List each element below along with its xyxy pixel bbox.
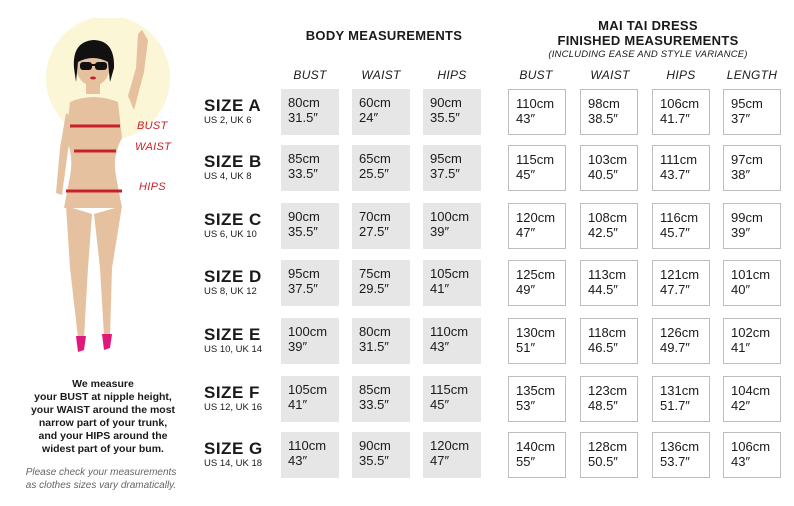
body-waist-cell [352, 89, 410, 135]
size-name: SIZE C [204, 210, 262, 229]
cell-cm: 95cm [430, 151, 462, 166]
cell-cm: 108cm [588, 210, 628, 225]
cell-inch: 44.5″ [588, 282, 618, 297]
finished-length-cell [723, 89, 781, 135]
size-label [204, 326, 262, 355]
finished-waist-cell [580, 260, 638, 306]
cell-inch: 49″ [516, 282, 536, 297]
cell-cm: 95cm [731, 96, 763, 111]
size-label [204, 153, 262, 182]
size-us-uk: US 8, UK 12 [204, 286, 257, 297]
cell-cm: 135cm [516, 383, 556, 398]
cell-inch: 35.5″ [288, 224, 318, 239]
cell-cm: 120cm [516, 210, 556, 225]
cell-inch: 25.5″ [359, 166, 389, 181]
body-waist-cell [352, 432, 410, 478]
body-waist-cell [352, 145, 410, 191]
cell-inch: 37.5″ [430, 166, 460, 181]
cell-cm: 105cm [288, 382, 328, 397]
cell-cm: 75cm [359, 266, 391, 281]
cell-cm: 126cm [660, 325, 700, 340]
body-bust-cell [281, 260, 339, 306]
cell-cm: 110cm [288, 438, 327, 453]
cell-inch: 27.5″ [359, 224, 389, 239]
cell-cm: 110cm [430, 324, 469, 339]
cell-cm: 118cm [588, 325, 627, 340]
body-bust-cell [281, 145, 339, 191]
cell-inch: 41.7″ [660, 111, 690, 126]
cell-inch: 39″ [731, 225, 751, 240]
cell-cm: 90cm [430, 95, 462, 110]
col-header-body-hips: HIPS [437, 68, 467, 82]
size-us-uk: US 10, UK 14 [204, 344, 263, 355]
finished-bust-cell [508, 203, 566, 249]
finished-waist-cell [580, 432, 638, 478]
cell-cm: 85cm [288, 151, 320, 166]
finished-bust-cell [508, 260, 566, 306]
finished-length-cell [723, 145, 781, 191]
cell-inch: 41″ [430, 281, 450, 296]
cell-inch: 40″ [731, 282, 751, 297]
finished-hips-cell [652, 89, 710, 135]
note2-line: Please check your measurements [25, 467, 177, 478]
cell-inch: 40.5″ [588, 167, 618, 182]
cell-cm: 106cm [731, 439, 771, 454]
finished-waist-cell [580, 89, 638, 135]
body-hips-cell [423, 260, 481, 306]
cell-inch: 39″ [430, 224, 450, 239]
note2-line: as clothes sizes vary dramatically. [25, 480, 177, 491]
cell-inch: 47″ [430, 453, 450, 468]
size-us-uk: US 14, UK 18 [204, 458, 263, 469]
finished-hips-cell [652, 318, 710, 364]
cell-inch: 29.5″ [359, 281, 389, 296]
cell-cm: 97cm [731, 152, 763, 167]
cell-cm: 102cm [731, 325, 771, 340]
measurement-note [8, 378, 198, 456]
cell-cm: 95cm [288, 266, 320, 281]
body-bust-cell [281, 318, 339, 364]
cell-inch: 33.5″ [359, 397, 389, 412]
cell-cm: 105cm [430, 266, 470, 281]
cell-inch: 53″ [516, 398, 536, 413]
cell-inch: 43.7″ [660, 167, 690, 182]
note-line: your WAIST around the most [30, 404, 176, 416]
finished-length-cell [723, 376, 781, 422]
finished-length-cell [723, 203, 781, 249]
cell-inch: 43″ [516, 111, 536, 126]
cell-cm: 116cm [660, 210, 699, 225]
finished-hips-cell [652, 203, 710, 249]
note-line: narrow part of your trunk, [38, 417, 168, 429]
size-name: SIZE G [204, 439, 263, 458]
finished-bust-cell [508, 145, 566, 191]
col-header-body-bust: BUST [293, 68, 327, 82]
cell-cm: 70cm [359, 209, 391, 224]
cell-cm: 113cm [588, 267, 627, 282]
finished-bust-cell [508, 318, 566, 364]
cell-inch: 46.5″ [588, 340, 618, 355]
cell-inch: 51.7″ [660, 398, 690, 413]
cell-inch: 38″ [731, 167, 751, 182]
body-waist-cell [352, 376, 410, 422]
finished-waist-cell [580, 318, 638, 364]
finished-hips-cell [652, 145, 710, 191]
finished-hips-cell [652, 376, 710, 422]
cell-cm: 65cm [359, 151, 391, 166]
size-label [204, 97, 261, 126]
cell-cm: 115cm [516, 152, 555, 167]
body-waist-cell [352, 203, 410, 249]
finished-waist-cell [580, 376, 638, 422]
waist-label: WAIST [135, 141, 172, 153]
body-waist-cell [352, 318, 410, 364]
cell-cm: 136cm [660, 439, 700, 454]
body-hips-cell [423, 89, 481, 135]
bust-label: BUST [137, 120, 168, 132]
body-hips-cell [423, 432, 481, 478]
finished-length-cell [723, 260, 781, 306]
cell-cm: 90cm [288, 209, 320, 224]
cell-cm: 125cm [516, 267, 556, 282]
cell-inch: 43″ [430, 339, 450, 354]
body-hips-cell [423, 145, 481, 191]
body-hips-cell [423, 203, 481, 249]
note-line: and your HIPS around the [38, 430, 168, 442]
cell-inch: 45.7″ [660, 225, 690, 240]
note-line: widest part of your bum. [42, 443, 164, 455]
finished-subheader: (INCLUDING EASE AND STYLE VARIANCE) [548, 49, 748, 60]
cell-inch: 39″ [288, 339, 308, 354]
body-bust-cell [281, 432, 339, 478]
cell-inch: 55″ [516, 454, 536, 469]
size-name: SIZE D [204, 267, 262, 286]
cell-inch: 37″ [731, 111, 751, 126]
cell-inch: 51″ [516, 340, 536, 355]
cell-cm: 120cm [430, 438, 470, 453]
cell-inch: 45″ [430, 397, 450, 412]
cell-inch: 24″ [359, 110, 379, 125]
cell-inch: 33.5″ [288, 166, 318, 181]
cell-cm: 115cm [430, 382, 469, 397]
size-name: SIZE F [204, 383, 260, 402]
cell-cm: 121cm [660, 267, 700, 282]
cell-inch: 35.5″ [359, 453, 389, 468]
finished-header-line2: FINISHED MEASUREMENTS [557, 33, 739, 48]
col-header-finished-hips: HIPS [666, 68, 696, 82]
cell-cm: 60cm [359, 95, 391, 110]
finished-waist-cell [580, 203, 638, 249]
cell-inch: 43″ [288, 453, 308, 468]
col-header-finished-length: LENGTH [726, 68, 778, 82]
cell-inch: 37.5″ [288, 281, 318, 296]
cell-cm: 131cm [660, 383, 700, 398]
cell-inch: 31.5″ [288, 110, 318, 125]
size-label [204, 268, 262, 297]
size-name: SIZE A [204, 96, 262, 115]
cell-cm: 110cm [516, 96, 555, 111]
finished-length-cell [723, 318, 781, 364]
cell-inch: 42″ [731, 398, 751, 413]
body-measurements-header: BODY MEASUREMENTS [305, 28, 463, 43]
note-line: We measure [72, 378, 134, 390]
cell-cm: 106cm [660, 96, 700, 111]
cell-inch: 42.5″ [588, 225, 618, 240]
size-warning-note [6, 466, 196, 492]
body-bust-cell [281, 376, 339, 422]
body-bust-cell [281, 89, 339, 135]
finished-bust-cell [508, 89, 566, 135]
cell-inch: 49.7″ [660, 340, 690, 355]
cell-cm: 80cm [288, 95, 320, 110]
size-us-uk: US 4, UK 8 [204, 171, 252, 182]
cell-inch: 41″ [731, 340, 751, 355]
cell-inch: 47.7″ [660, 282, 690, 297]
woman-figure-illustration [20, 18, 170, 368]
size-us-uk: US 12, UK 16 [204, 402, 263, 413]
cell-inch: 31.5″ [359, 339, 389, 354]
col-header-finished-waist: WAIST [590, 68, 630, 82]
cell-cm: 98cm [588, 96, 620, 111]
cell-cm: 99cm [731, 210, 763, 225]
body-waist-cell [352, 260, 410, 306]
size-us-uk: US 6, UK 10 [204, 229, 257, 240]
size-name: SIZE E [204, 325, 261, 344]
cell-cm: 128cm [588, 439, 628, 454]
finished-bust-cell [508, 432, 566, 478]
cell-cm: 100cm [288, 324, 328, 339]
size-label [204, 211, 262, 240]
cell-cm: 123cm [588, 383, 628, 398]
cell-inch: 53.7″ [660, 454, 690, 469]
cell-cm: 80cm [359, 324, 391, 339]
cell-inch: 50.5″ [588, 454, 618, 469]
finished-bust-cell [508, 376, 566, 422]
cell-inch: 48.5″ [588, 398, 618, 413]
finished-hips-cell [652, 432, 710, 478]
size-us-uk: US 2, UK 6 [204, 115, 252, 126]
finished-header-line1: MAI TAI DRESS [598, 18, 698, 33]
cell-inch: 38.5″ [588, 111, 618, 126]
cell-cm: 101cm [731, 267, 771, 282]
cell-cm: 111cm [660, 152, 698, 167]
col-header-finished-bust: BUST [519, 68, 553, 82]
size-label [204, 440, 263, 469]
col-header-body-waist: WAIST [361, 68, 401, 82]
cell-inch: 47″ [516, 225, 536, 240]
cell-inch: 43″ [731, 454, 751, 469]
finished-length-cell [723, 432, 781, 478]
cell-cm: 103cm [588, 152, 628, 167]
cell-cm: 100cm [430, 209, 470, 224]
body-hips-cell [423, 376, 481, 422]
note-line: your BUST at nipple height, [34, 391, 172, 403]
cell-inch: 41″ [288, 397, 308, 412]
body-bust-cell [281, 203, 339, 249]
cell-cm: 130cm [516, 325, 556, 340]
finished-hips-cell [652, 260, 710, 306]
hips-label: HIPS [139, 181, 166, 193]
size-name: SIZE B [204, 152, 262, 171]
cell-cm: 140cm [516, 439, 556, 454]
cell-inch: 45″ [516, 167, 536, 182]
body-hips-cell [423, 318, 481, 364]
cell-cm: 90cm [359, 438, 391, 453]
cell-inch: 35.5″ [430, 110, 460, 125]
cell-cm: 85cm [359, 382, 391, 397]
finished-waist-cell [580, 145, 638, 191]
size-label [204, 384, 262, 413]
cell-cm: 104cm [731, 383, 771, 398]
